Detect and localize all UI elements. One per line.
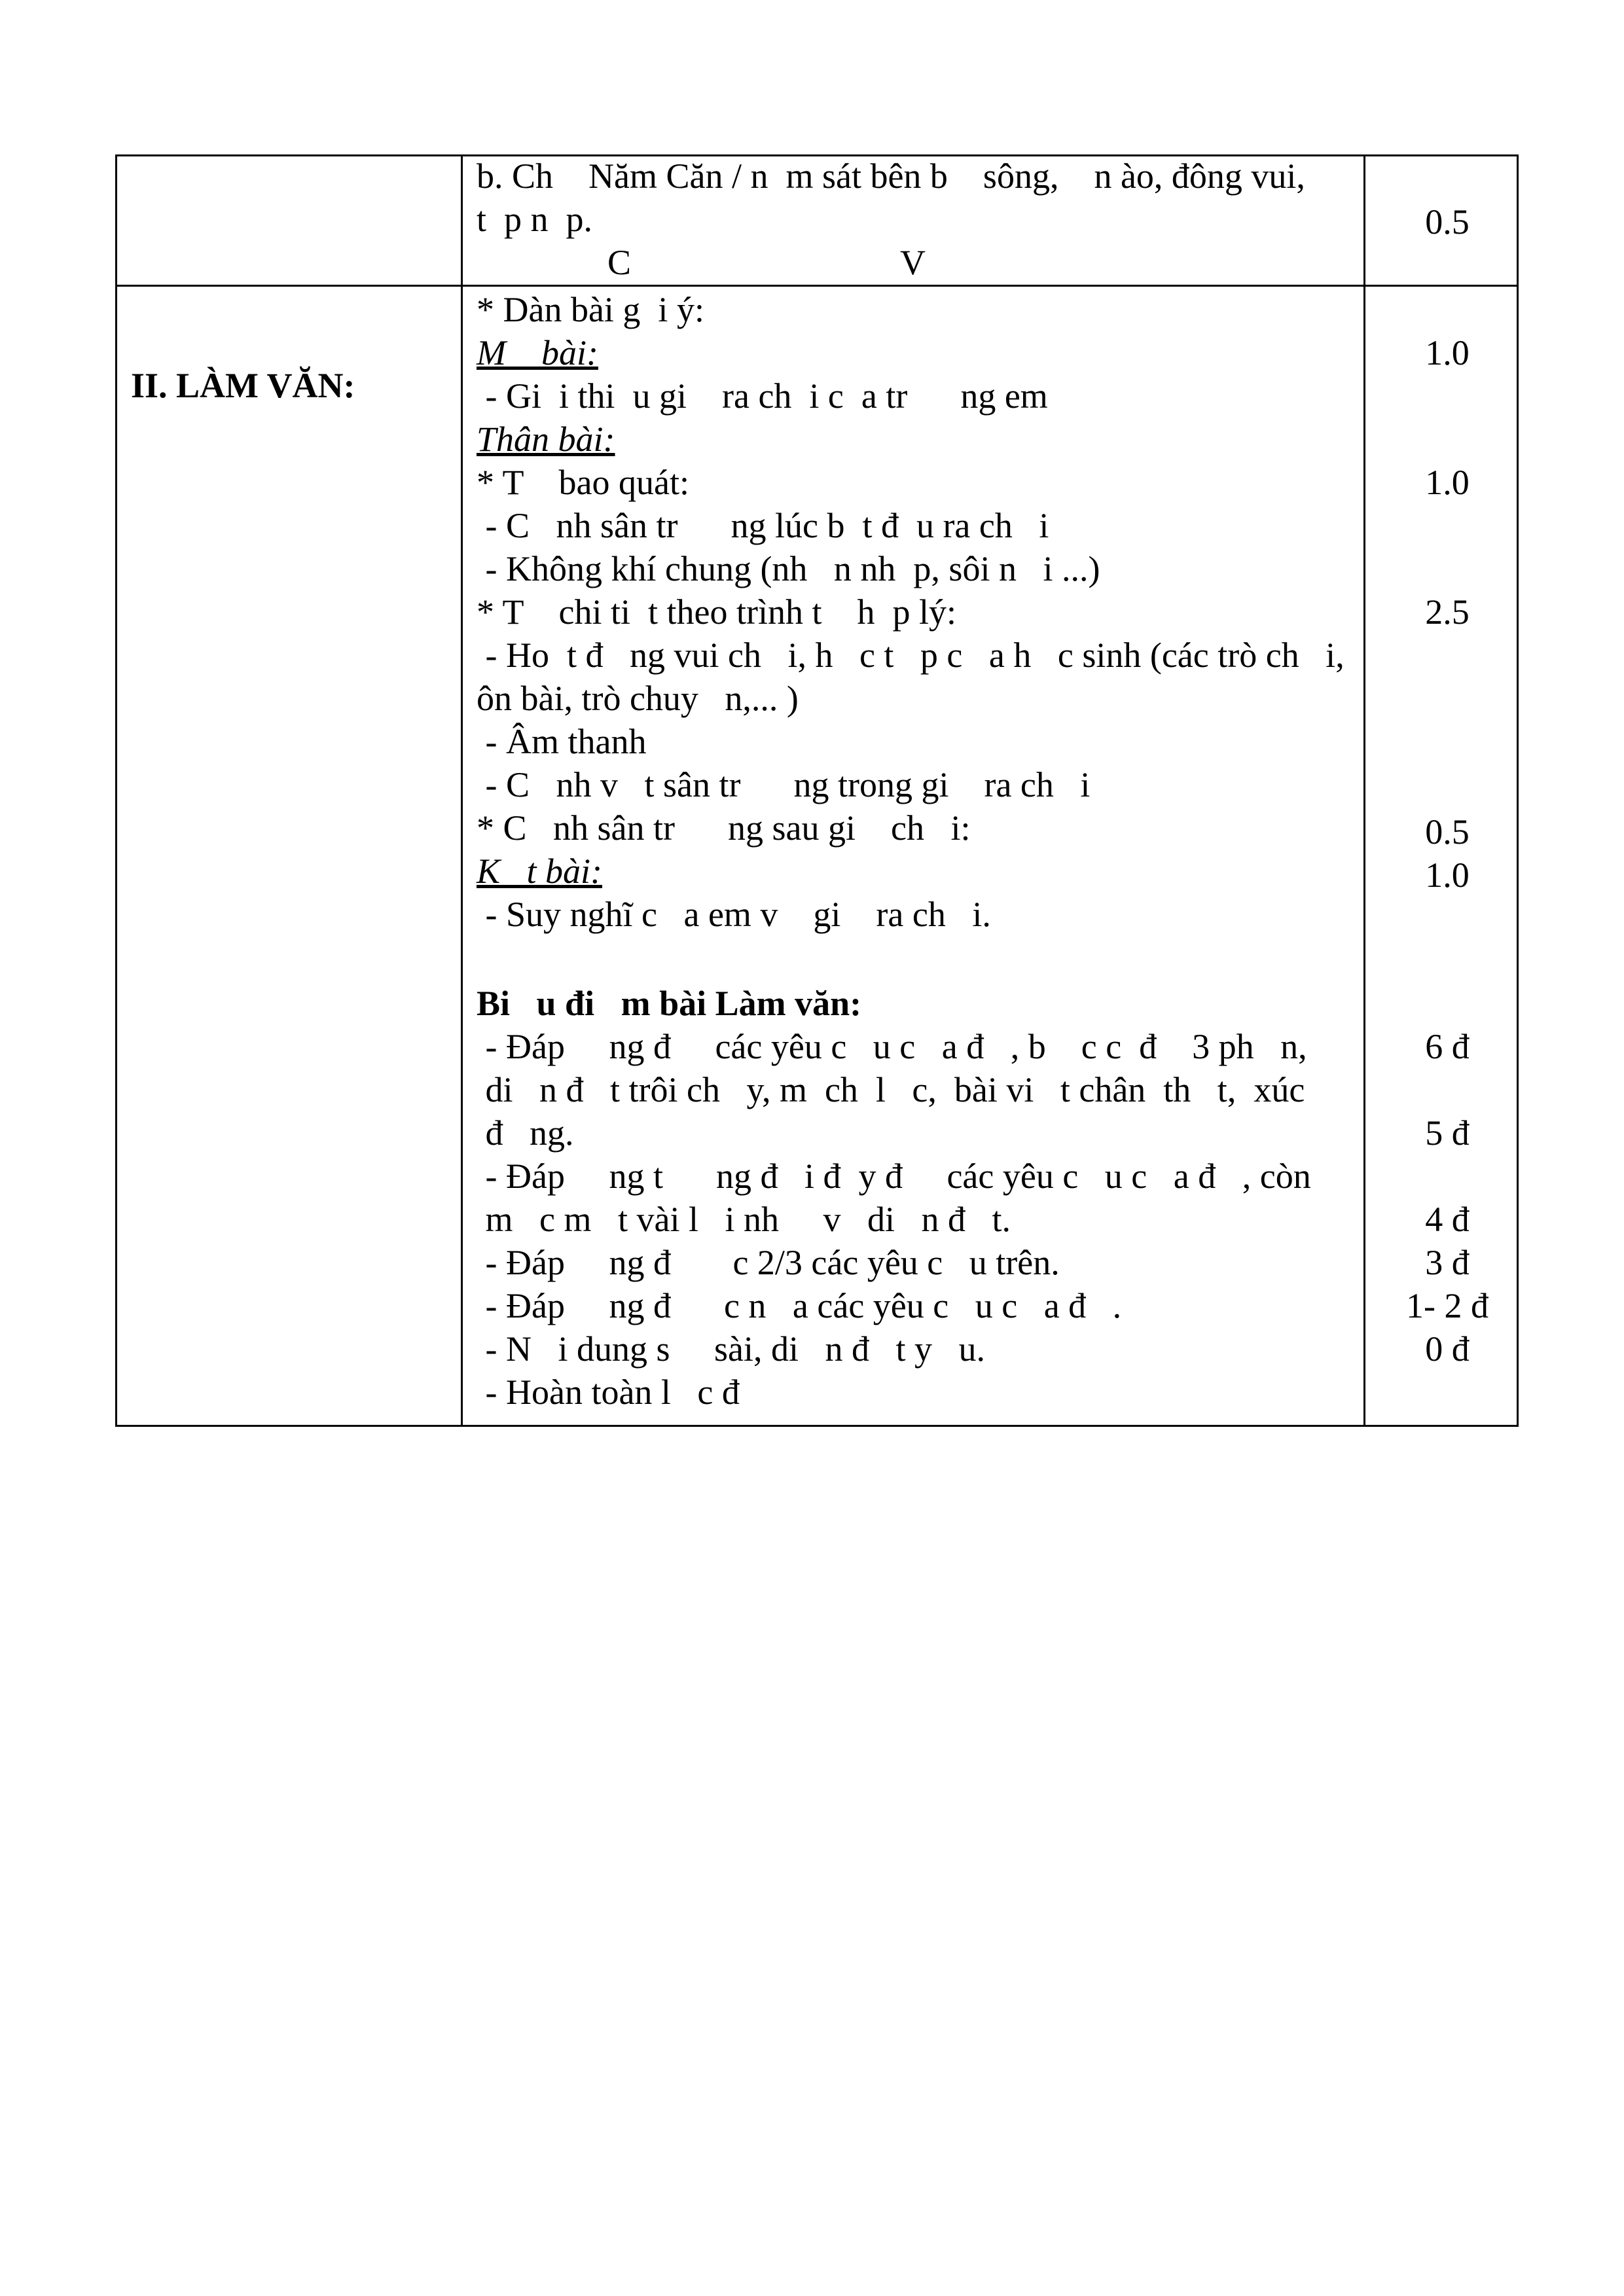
overview-line-1: - C nh sân tr ng lúc b t đ u ra ch i: [477, 506, 1049, 545]
conclusion-score: 1.0: [1425, 855, 1470, 895]
conclusion-line: - Suy nghĩ c a em v gi ra ch i.: [477, 895, 991, 934]
part-a-line-1: b. Ch Năm Căn / n m sát bên b sông, n ào, đông vui,: [477, 156, 1305, 196]
table-column-divider-1: [461, 154, 463, 1427]
rubric-score-6: 6 đ: [1425, 1027, 1470, 1066]
outline-heading: * Dàn bài g i ý:: [477, 290, 704, 329]
rubric-line-2: - Đáp ng t ng đ i đ y đ các yêu c u c a đ , còn: [477, 1157, 1311, 1196]
subject-label: C: [607, 243, 632, 282]
part-a-score: 0.5: [1425, 202, 1470, 242]
detail-heading: * T chi ti t theo trình t h p lý:: [477, 592, 956, 632]
intro-line: - Gi i thi u gi ra ch i c a tr ng em: [477, 376, 1048, 416]
after-break-heading: * C nh sân tr ng sau gi ch i:: [477, 808, 971, 848]
part-a-line-2: t p n p.: [477, 200, 593, 239]
detail-line-3: - C nh v t sân tr ng trong gi ra ch i: [477, 765, 1091, 804]
rubric-line-2-cont: m c m t vài l i nh v di n đ t.: [477, 1200, 1011, 1239]
conclusion-heading: K t bài:: [477, 852, 603, 891]
detail-line-1-cont: ôn bài, trò chuy n,... ): [477, 679, 799, 718]
rubric-line-1-cont-a: di n đ t trôi ch y, m ch l c, bài vi t chân th t, xúc: [477, 1070, 1305, 1109]
detail-score: 2.5: [1425, 592, 1470, 632]
body-heading: Thân bài:: [477, 420, 615, 459]
rubric-line-1: - Đáp ng đ các yêu c u c a đ , b c c đ 3 ph n,: [477, 1027, 1307, 1066]
table-row-divider: [115, 285, 1519, 287]
rubric-score-5: 5 đ: [1425, 1113, 1470, 1153]
table-column-divider-2: [1363, 154, 1365, 1427]
rubric-line-1-cont-b: đ ng.: [477, 1113, 574, 1153]
intro-score: 1.0: [1425, 333, 1470, 372]
rubric-line-3: - Đáp ng đ c 2/3 các yêu c u trên.: [477, 1243, 1060, 1282]
rubric-score-3: 3 đ: [1425, 1243, 1470, 1282]
rubric-score-1-2: 1- 2 đ: [1406, 1286, 1489, 1325]
rubric-line-6: - Hoàn toàn l c đ: [477, 1372, 740, 1412]
overview-heading: * T bao quát:: [477, 463, 689, 502]
rubric-score-0: 0 đ: [1425, 1329, 1470, 1369]
overview-line-2: - Không khí chung (nh n nh p, sôi n i ...): [477, 549, 1100, 588]
rubric-line-4: - Đáp ng đ c n a các yêu c u c a đ .: [477, 1286, 1122, 1325]
rubric-line-5: - N i dung s sài, di n đ t y u.: [477, 1329, 985, 1369]
rubric-score-4: 4 đ: [1425, 1200, 1470, 1239]
predicate-label: V: [900, 243, 926, 282]
intro-heading: M bài:: [477, 333, 598, 372]
detail-line-1: - Ho t đ ng vui ch i, h c t p c a h c sinh (các trò ch i,: [477, 636, 1344, 675]
rubric-title: Bi u đi m bài Làm văn:: [477, 984, 862, 1023]
after-break-score: 0.5: [1425, 812, 1470, 852]
overview-score: 1.0: [1425, 463, 1470, 502]
section-title: II. LÀM VĂN:: [131, 366, 355, 405]
detail-line-2: - Âm thanh: [477, 722, 647, 761]
